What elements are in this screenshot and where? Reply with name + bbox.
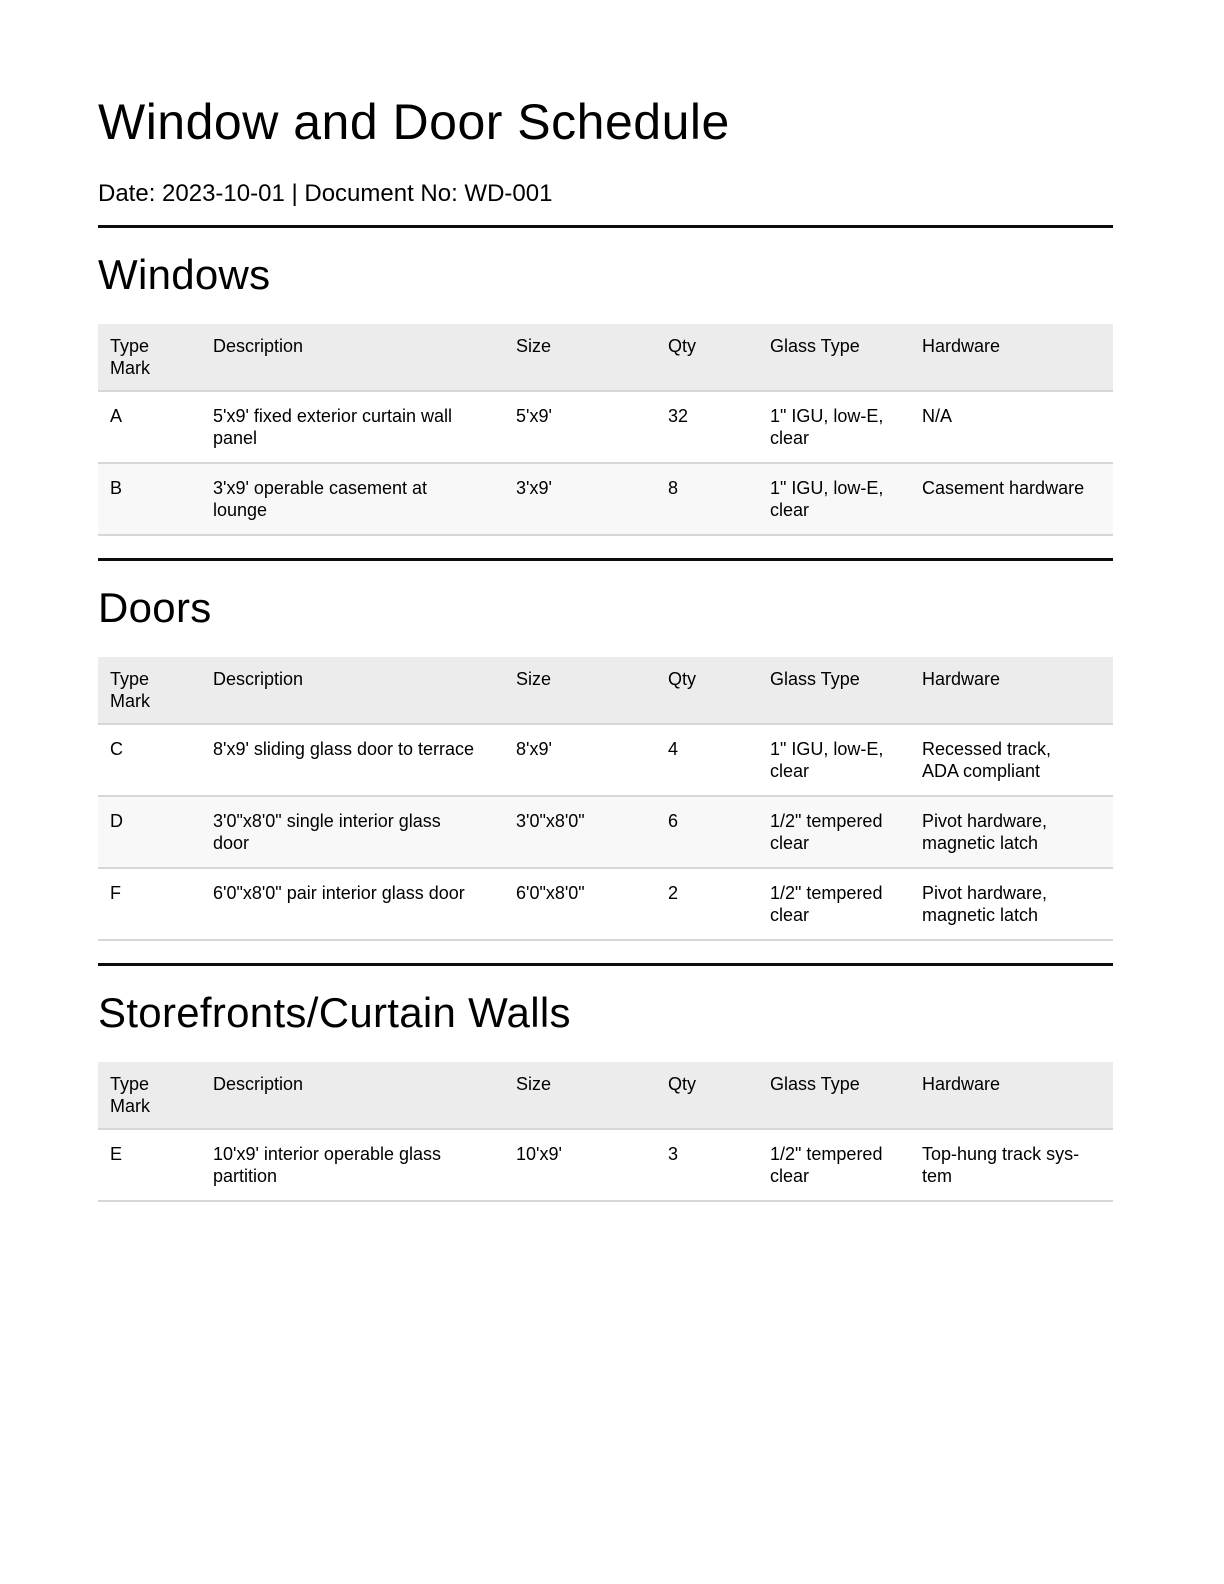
- size-cell: 6'0"x8'0": [504, 868, 656, 940]
- column-header-size: Size: [504, 657, 656, 724]
- qty-cell: 4: [656, 724, 758, 796]
- column-header-type-mark: Type Mark: [98, 1062, 201, 1129]
- glass-type-cell: 1" IGU, low-E, clear: [758, 724, 910, 796]
- table-row: [98, 724, 1113, 796]
- storefronts-table: [98, 1062, 1113, 1202]
- document-meta: Date: 2023-10-01 | Document No: WD-001: [98, 180, 553, 207]
- section-heading-doors: Doors: [98, 583, 212, 631]
- table-header-row: [98, 657, 1113, 724]
- column-header-qty: Qty: [656, 657, 758, 724]
- section-heading-windows: Windows: [98, 250, 271, 298]
- qty-cell: 3: [656, 1129, 758, 1201]
- document-page: [98, 92, 1113, 1202]
- column-header-hardware: Hardware: [910, 324, 1113, 391]
- column-header-size: Size: [504, 324, 656, 391]
- table-row: [98, 868, 1113, 940]
- section-windows: [98, 252, 1113, 536]
- size-cell: 3'0"x8'0": [504, 796, 656, 868]
- description-cell: 10'x9' interior operable glass partition: [201, 1129, 504, 1201]
- description-cell: 8'x9' sliding glass door to terrace: [201, 724, 504, 796]
- size-cell: 8'x9': [504, 724, 656, 796]
- section-divider: [98, 225, 1113, 228]
- description-cell: 3'x9' operable casement at lounge: [201, 463, 504, 535]
- table-header-row: [98, 1062, 1113, 1129]
- column-header-glass-type: Glass Type: [758, 657, 910, 724]
- column-header-description: Description: [201, 324, 504, 391]
- column-header-qty: Qty: [656, 324, 758, 391]
- column-header-description: Description: [201, 657, 504, 724]
- type-mark-cell: F: [98, 868, 201, 940]
- description-cell: 6'0"x8'0" pair interior glass door: [201, 868, 504, 940]
- column-header-hardware: Hardware: [910, 657, 1113, 724]
- size-cell: 3'x9': [504, 463, 656, 535]
- column-header-qty: Qty: [656, 1062, 758, 1129]
- type-mark-cell: E: [98, 1129, 201, 1201]
- type-mark-cell: C: [98, 724, 201, 796]
- column-header-size: Size: [504, 1062, 656, 1129]
- table-row: [98, 1129, 1113, 1201]
- table-row: [98, 796, 1113, 868]
- qty-cell: 6: [656, 796, 758, 868]
- column-header-type-mark: Type Mark: [98, 324, 201, 391]
- section-storefronts: [98, 990, 1113, 1202]
- hardware-cell: Casement hardware: [910, 463, 1113, 535]
- hardware-cell: Top-hung track system: [910, 1129, 1113, 1201]
- type-mark-cell: A: [98, 391, 201, 463]
- table-row: [98, 391, 1113, 463]
- glass-type-cell: 1" IGU, low-E, clear: [758, 391, 910, 463]
- hardware-cell: Pivot hardware, magnetic latch: [910, 796, 1113, 868]
- glass-type-cell: 1/2" tempered clear: [758, 868, 910, 940]
- qty-cell: 8: [656, 463, 758, 535]
- document-title: Window and Door Schedule: [98, 94, 730, 150]
- column-header-type-mark: Type Mark: [98, 657, 201, 724]
- column-header-glass-type: Glass Type: [758, 324, 910, 391]
- section-doors: [98, 585, 1113, 941]
- table-row: [98, 463, 1113, 535]
- glass-type-cell: 1/2" tempered clear: [758, 1129, 910, 1201]
- hardware-cell: N/A: [910, 391, 1113, 463]
- windows-table: [98, 324, 1113, 536]
- description-cell: 3'0"x8'0" single interior glass door: [201, 796, 504, 868]
- type-mark-cell: B: [98, 463, 201, 535]
- section-divider: [98, 963, 1113, 966]
- size-cell: 5'x9': [504, 391, 656, 463]
- section-heading-storefronts: Storefronts/Curtain Walls: [98, 989, 571, 1037]
- size-cell: 10'x9': [504, 1129, 656, 1201]
- section-divider: [98, 558, 1113, 561]
- glass-type-cell: 1/2" tempered clear: [758, 796, 910, 868]
- qty-cell: 32: [656, 391, 758, 463]
- qty-cell: 2: [656, 868, 758, 940]
- hardware-cell: Pivot hardware, magnetic latch: [910, 868, 1113, 940]
- glass-type-cell: 1" IGU, low-E, clear: [758, 463, 910, 535]
- table-header-row: [98, 324, 1113, 391]
- column-header-glass-type: Glass Type: [758, 1062, 910, 1129]
- description-cell: 5'x9' fixed exterior curtain wall panel: [201, 391, 504, 463]
- column-header-hardware: Hardware: [910, 1062, 1113, 1129]
- column-header-description: Description: [201, 1062, 504, 1129]
- hardware-cell: Recessed track, ADA compliant: [910, 724, 1113, 796]
- type-mark-cell: D: [98, 796, 201, 868]
- doors-table: [98, 657, 1113, 941]
